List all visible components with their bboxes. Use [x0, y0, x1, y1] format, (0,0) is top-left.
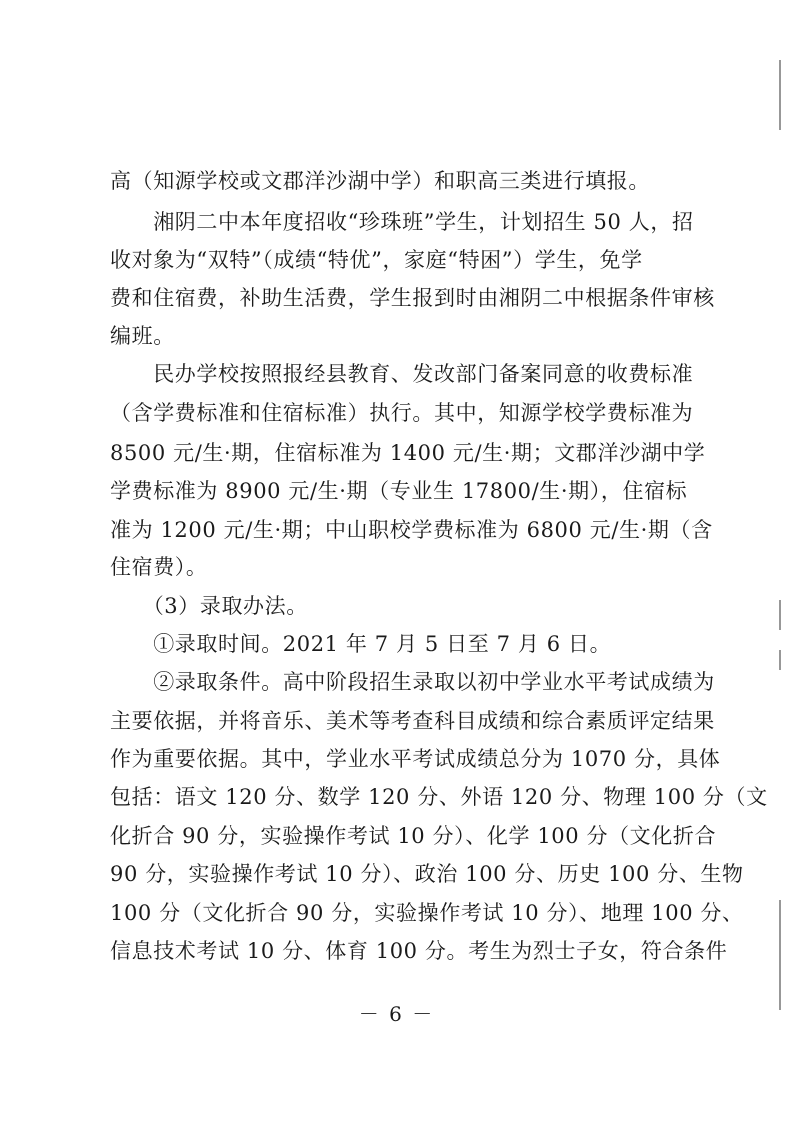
- page-number: － 6 －: [358, 1002, 435, 1026]
- text-line: 收对象为“双特”（成绩“特优”，家庭“特困”）学生，免学: [110, 248, 643, 272]
- text-line: 主要依据，并将音乐、美术等考查科目成绩和综合素质评定结果: [110, 709, 715, 733]
- text-line: 高（知源学校或文郡洋沙湖中学）和职高三类进行填报。: [110, 169, 650, 193]
- text-line: 湘阴二中本年度招收“珍珠班”学生，计划招生 50 人，招: [110, 210, 694, 234]
- text-line: 编班。: [110, 324, 175, 348]
- text-line: 学费标准为 8900 元/生·期（专业生 17800/生·期），住宿标: [110, 479, 688, 503]
- section-heading: （3）录取办法。: [110, 594, 308, 618]
- scan-artifact: [779, 900, 781, 1010]
- text-line: （含学费标准和住宿标准）执行。其中，知源学校学费标准为: [110, 401, 694, 425]
- scan-artifact: [779, 650, 781, 670]
- text-line: 包括：语文 120 分、数学 120 分、外语 120 分、物理 100 分（文: [110, 785, 768, 809]
- text-line: 准为 1200 元/生·期；中山职校学费标准为 6800 元/生·期（含: [110, 518, 713, 542]
- text-line: 信息技术考试 10 分、体育 100 分。考生为烈士子女，符合条件: [110, 939, 728, 963]
- text-line: 100 分（文化折合 90 分，实验操作考试 10 分）、地理 100 分、: [110, 901, 744, 925]
- text-line: 作为重要依据。其中，学业水平考试成绩总分为 1070 分，具体: [110, 747, 721, 771]
- scan-artifact: [779, 60, 781, 130]
- text-line: ①录取时间。2021 年 7 月 5 日至 7 月 6 日。: [110, 632, 612, 656]
- text-line: 住宿费）。: [110, 555, 208, 579]
- scan-artifact: [779, 600, 781, 630]
- text-line: 费和住宿费，补助生活费，学生报到时由湘阴二中根据条件审核: [110, 286, 715, 310]
- text-line: ②录取条件。高中阶段招生录取以初中学业水平考试成绩为: [110, 670, 715, 694]
- text-line: 8500 元/生·期，住宿标准为 1400 元/生·期；文郡洋沙湖中学: [110, 441, 706, 465]
- text-line: 化折合 90 分，实验操作考试 10 分）、化学 100 分（文化折合: [110, 824, 717, 848]
- text-line: 民办学校按照报经县教育、发改部门备案同意的收费标准: [110, 362, 694, 386]
- text-line: 90 分，实验操作考试 10 分）、政治 100 分、历史 100 分、生物: [110, 862, 744, 886]
